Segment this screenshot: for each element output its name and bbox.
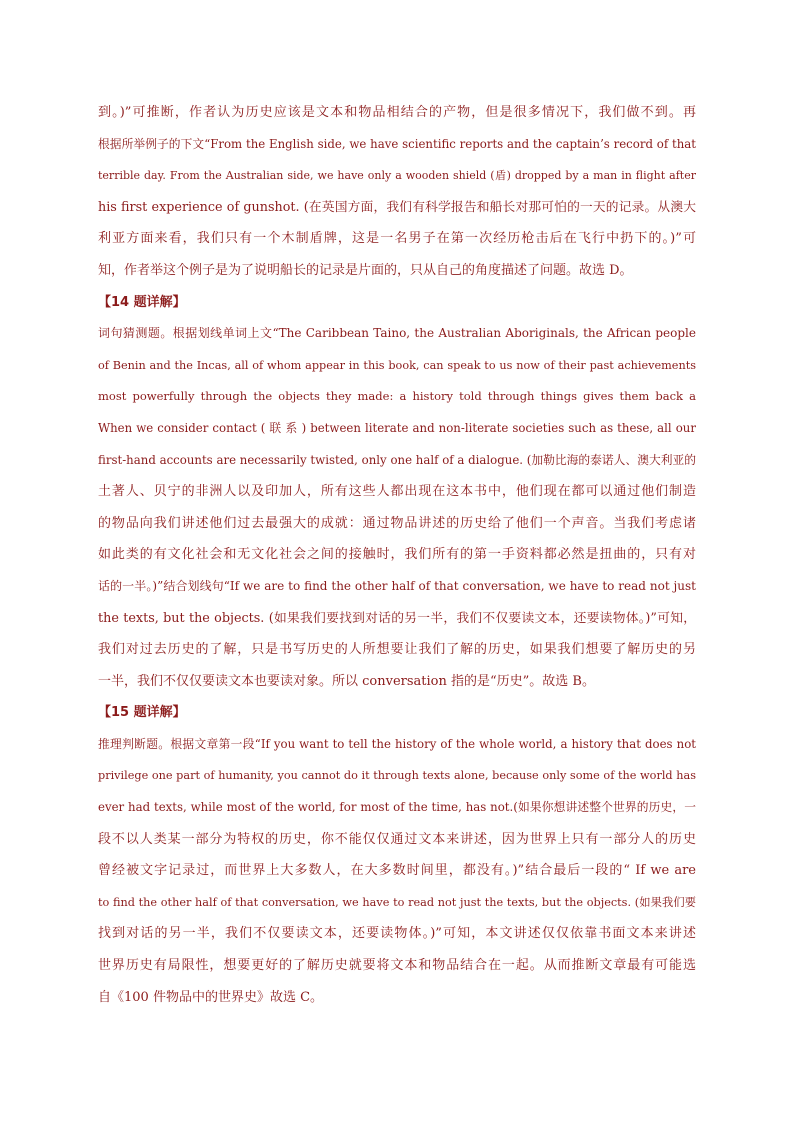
question-15-heading: 【15 题详解】 xyxy=(98,705,186,721)
text-line: 曾经被文字记录过，而世界上大多数人，在大多数时间里，都没有。)”结合最后一段的“ If we are xyxy=(98,863,696,879)
text-line: 的物品向我们讲述他们过去最强大的成就：通过物品讲述的历史给了他们一个声音。当我们考虑诸 xyxy=(98,515,696,531)
text-line: 段不以人类某一部分为特权的历史，你不能仅仅通过文本来讲述，因为世界上只有一部分人的历史 xyxy=(98,831,696,847)
text-line: privilege one part of humanity, you cannot do it through texts alone, because only some of the world has xyxy=(98,769,696,783)
answer-explanation-body xyxy=(98,97,696,1013)
text-line: ever had texts, while most of the world, for most of the time, has not.(如果你想讲述整个世界的历史，一 xyxy=(98,800,696,815)
text-line: 根据所举例子的下文“From the English side, we have scientific reports and the captain’s record of that xyxy=(98,136,696,151)
text-line: 找到对话的另一半，我们不仅要读文本，还要读物体。)”可知，本文讲述仅仅依靠书面文本来讲述 xyxy=(98,926,696,942)
question-14-heading: 【14 题详解】 xyxy=(98,294,186,310)
text-line: the texts, but the objects. (如果我们要找到对话的另一半，我们不仅要读文本，还要读物体。)”可知， xyxy=(98,610,696,626)
text-line: to find the other half of that conversation, we have to read not just the texts, but the objects. (如果我们要 xyxy=(98,895,696,909)
explanation-14-paragraph xyxy=(98,318,696,697)
text-line: 到。)”可推断，作者认为历史应该是文本和物品相结合的产物，但是很多情况下，我们做不到。再 xyxy=(98,105,696,120)
text-line: 利亚方面来看，我们只有一个木制盾牌，这是一名男子在第一次经历枪击后在飞行中扔下的。)”可 xyxy=(98,231,696,247)
explanation-15-paragraph xyxy=(98,729,696,1013)
text-line: first-hand accounts are necessarily twisted, only one half of a dialogue. (加勒比海的泰诺人、澳大利亚的 xyxy=(98,452,696,467)
text-line: 我们对过去历史的了解，只是书写历史的人所想要让我们了解的历史，如果我们想要了解历史的另 xyxy=(98,642,696,658)
text-line: terrible day. From the Australian side, we have only a wooden shield (盾) dropped by a man in flight after xyxy=(98,169,696,183)
text-line: 世界历史有局限性，想要更好的了解历史就要将文本和物品结合在一起。从而推断文章最有可能选 xyxy=(98,958,696,974)
text-line: his first experience of gunshot. (在英国方面，我们有科学报告和船长对那可怕的一天的记录。从澳大 xyxy=(98,199,696,215)
text-line: 一半，我们不仅仅要读文本也要读对象。所以 conversation 指的是“历史”。故选 B。 xyxy=(98,673,595,689)
text-line: 土著人、贝宁的非洲人以及印加人，所有这些人都出现在这本书中，他们现在都可以通过他们制造 xyxy=(98,484,696,500)
explanation-13-paragraph xyxy=(98,97,696,287)
text-line: most powerfully through the objects they made: a history told through things gives them back a xyxy=(98,389,696,404)
text-line: 如此类的有文化社会和无文化社会之间的接触时，我们所有的第一手资料都必然是扭曲的，只有对 xyxy=(98,547,696,563)
text-line: 自《100 件物品中的世界史》故选 C。 xyxy=(98,989,324,1005)
text-line: 词句猜测题。根据划线单词上文“The Caribbean Taino, the Australian Aboriginals, the African people xyxy=(98,326,696,341)
text-line: 话的一半。)”结合划线句“If we are to find the other half of that conversation, we have to read not just xyxy=(98,578,696,593)
text-line: 推理判断题。根据文章第一段“If you want to tell the history of the whole world, a history that does not xyxy=(98,736,696,751)
text-line: When we consider contact ( 联 系 ) between literate and non-literate societies such as these, all our xyxy=(98,420,696,435)
text-line: 知，作者举这个例子是为了说明船长的记录是片面的，只从自己的角度描述了问题。故选 D。 xyxy=(98,262,633,278)
text-line: of Benin and the Incas, all of whom appear in this book, can speak to us now of their past achievements xyxy=(98,358,696,372)
